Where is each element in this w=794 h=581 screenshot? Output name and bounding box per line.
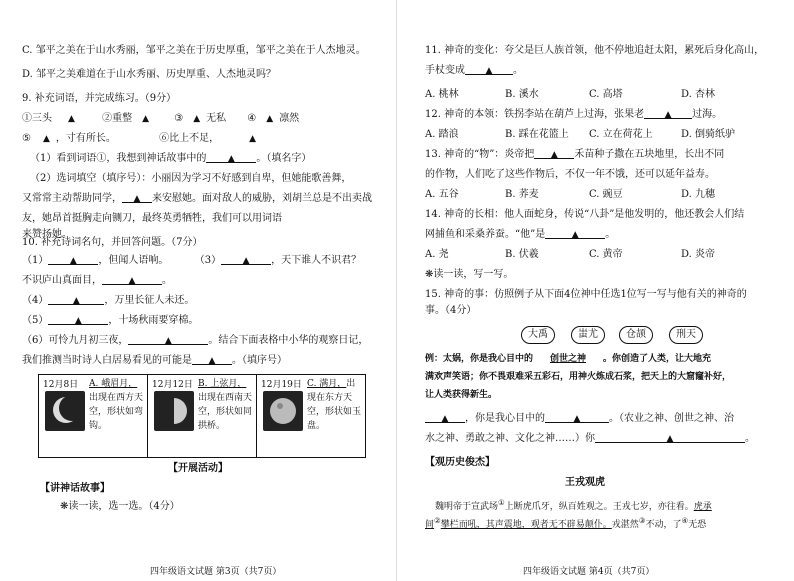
q9-row2: ⑤ ▲ ，寸有所长。 ⑥比上不足， ▲ [22,133,256,144]
q10-title: 10. 补充诗词名句，并回答问题。（7分） [22,237,203,248]
option-c: C. 邹平之美在于山水秀丽，邹平之美在于历史厚重，邹平之美在于人杰地灵。 [22,45,366,56]
observation-table [38,374,366,458]
q14: 14. 神奇的长相：他人面蛇身，传说“八卦”是他发明的，他还教会人们结 [425,209,745,220]
read-pick: ❋读一读，选一选。（4分） [60,501,180,512]
q15b: 事。（4分） [425,305,477,316]
right-page [397,0,794,581]
obs-cell-b: 12月12日 B. 上弦月，出现在西南天空，形状如同拱桥。 [152,379,253,431]
q9-title: 9. 补充词语，并完成练习。（9分） [22,93,177,104]
god-badge-chiyou: 蚩尤 [571,326,605,344]
story-title: 王戎观虎 [565,477,605,488]
god-badge-dayu: 大禹 [521,326,555,344]
q10-row1: （1） ▲ ，但闻人语响。 （3） ▲ ，天下谁人不识君？ [22,255,362,266]
story-line1: 魏明帝于宣武场①上断虎爪牙，纵百姓观之。王戎七岁，亦往看。虎承 [435,498,712,512]
story-heading: 【讲神话故事】 [40,483,110,494]
example-line1: 例：太娲，你是我心目中的 创世之神 。你创造了人类，让大地充 [425,354,712,364]
q12: 12. 神奇的本领：铁拐李站在葫芦上过海，张果老 ▲ 过海。 [425,109,723,120]
q9-1: （1）看到词语①，我想到神话故事中的 ▲ 。（填名字） [30,153,312,164]
god-badge-cangjie: 仓颉 [619,326,653,344]
q13-options: A. 五谷 B. 荞麦 C. 豌豆 D. 九穗 [425,189,716,200]
q11-options: A. 桃林 B. 溪水 C. 高塔 D. 杏林 [425,89,716,100]
q10-row5: （6）可怜九月初三夜， ▲ 。结合下面表格中小华的观察日记， [22,335,369,346]
q9-2e: 来赞扬她。 [22,229,72,240]
q10-row6: 我们推测当时诗人白居易看见的可能是 ▲ 。（填序号） [22,355,287,366]
q9-row1: ①三头 ▲ ②重整 ▲ ③ ▲ 无私 ④ ▲ 凛然 [22,113,300,124]
obs-cell-a: 12月8日 A. 峨眉月，出现在西方天空，形状如弯钩。 [43,379,144,431]
example-line2: 满欢声笑语；你不畏艰难采五彩石，用神火炼成石浆，把天上的大窟窿补好， [425,372,732,382]
page-footer-right: 四年级语文试题 第4页（共7页） [523,567,655,577]
q10-row2: 不识庐山真面目， ▲ 。 [22,275,172,286]
q9-2: （2）选词填空（填序号）：小丽因为学习不好感到自卑，但她能歌善舞， [30,173,352,184]
q9-2b: 又常常主动帮助同学， ▲ 来安慰她。面对敌人的威胁，刘胡兰总是不出卖战 [22,193,372,204]
option-d: D. 邹平之美难道在于山水秀丽、历史厚重、人杰地灵吗？ [22,69,277,80]
obs-cell-c: 12月19日 C. 满月，出现在东方天空，形状如玉盘。 [261,379,362,431]
q11b: 手杖变成 ▲ 。 [425,65,523,76]
page-footer-left: 四年级语文试题 第3页（共7页） [150,567,282,577]
q15: 15. 神奇的事：仿照例子从下面4位神中任选1位写一写与他有关的神奇的 [425,289,747,300]
q13c: 的作物，人们吃了这些作物后，不仅一年不饿，还可以延年益寿。 [425,169,715,180]
fill-line1: ▲ ，你是我心目中的 ▲ 。（农业之神、创世之神、治 [425,412,734,426]
example-line3: 让人类获得新生。 [425,390,498,400]
history-heading: 【观历史俊杰】 [425,457,495,468]
q14b: 网捕鱼和采桑养蚕。“他”是 ▲ 。 [425,229,616,240]
q11: 11. 神奇的变化：夸父是巨人族首领，他不停地追赶太阳，累死后身化高山， [425,45,765,56]
q9-2d: 友，她昂首挺胸走向铡刀，最终英勇牺牲，我们可以用词语 [22,213,282,224]
q14-options: A. 尧 B. 伏羲 C. 黄帝 D. 炎帝 [425,249,716,260]
full-moon-image [263,391,303,431]
half-moon-image [154,391,194,431]
fill-line2: 水之神、勇敢之神、文化之神……）你 ▲ 。 [425,433,755,444]
crescent-moon-image [45,391,85,431]
activity-heading: 【开展活动】 [168,463,228,474]
god-badge-xingtian: 刑天 [669,326,703,344]
q10-row4: （5） ▲ ，十场秋雨要穿棉。 [22,315,199,326]
q13: 13. 神奇的“物”：炎帝把 ▲ 禾苗种子撒在五块地里，长出不同 [425,149,725,160]
q12-options: A. 踏浪 B. 踩在花篮上 C. 立在荷花上 D. 倒骑纸驴 [425,129,736,140]
q10-row3: （4） ▲ ，万里长征人未还。 [22,295,195,306]
read-write: ❋读一读，写一写。 [425,269,514,280]
story-line2: 间②攀栏而吼，其声震地，观者无不辟易颠仆。戎湛然③不动，了④无恐 [425,516,707,530]
